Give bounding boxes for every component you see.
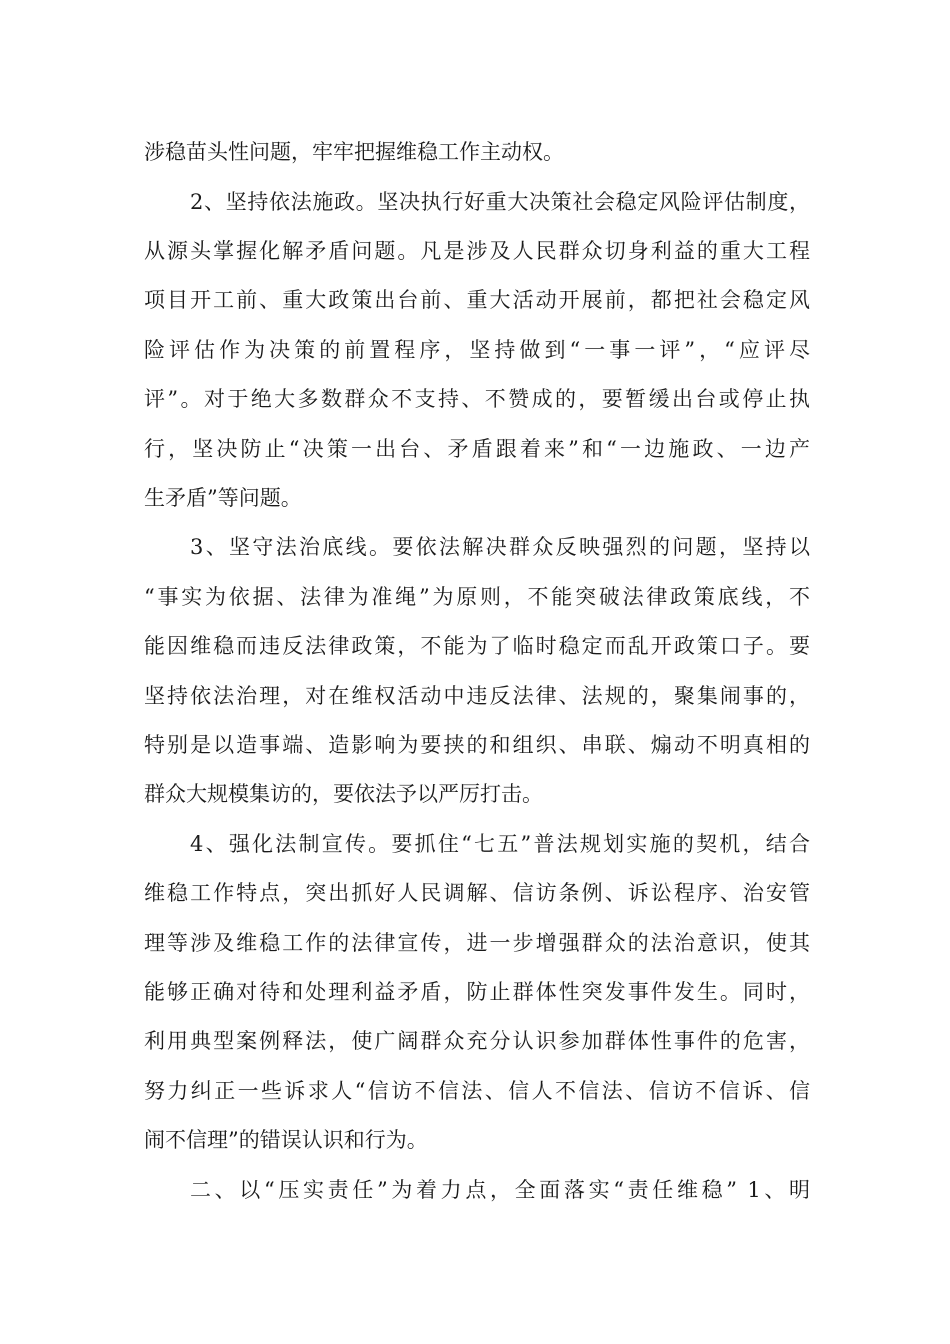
text-line: 从源头掌握化解矛盾问题。凡是涉及人民群众切身利益的重大工程 <box>144 239 810 263</box>
text-line: 群众大规模集访的，要依法予以严厉打击。 <box>144 782 543 806</box>
text-line: 3、坚守法治底线。要依法解决群众反映强烈的问题，坚持以 <box>190 535 810 559</box>
text-line: 评”。对于绝大多数群众不支持、不赞成的，要暂缓出台或停止执 <box>144 387 810 411</box>
text-line: 维稳工作特点，突出抓好人民调解、信访条例、诉讼程序、治安管 <box>144 881 810 905</box>
text-line: 险评估作为决策的前置程序，坚持做到“一事一评”，“应评尽 <box>144 338 810 362</box>
text-line: 项目开工前、重大政策出台前、重大活动开展前，都把社会稳定风 <box>144 288 810 312</box>
text-line: 闹不信理”的错误认识和行为。 <box>144 1128 428 1152</box>
text-line: 利用典型案例释法，使广阔群众充分认识参加群体性事件的危害， <box>144 1029 810 1053</box>
text-line: 涉稳苗头性问题，牢牢把握维稳工作主动权。 <box>144 140 564 164</box>
text-line: 二、以“压实责任”为着力点，全面落实“责任维稳” 1、明 <box>190 1178 810 1202</box>
text-line: “事实为依据、法律为准绳”为原则，不能突破法律政策底线，不 <box>144 585 810 609</box>
text-line: 生矛盾”等问题。 <box>144 486 302 510</box>
text-line: 能因维稳而违反法律政策，不能为了临时稳定而乱开政策口子。要 <box>144 634 810 658</box>
text-line: 坚持依法治理，对在维权活动中违反法律、法规的，聚集闹事的， <box>144 684 810 708</box>
text-line: 特别是以造事端、造影响为要挟的和组织、串联、煽动不明真相的 <box>144 733 810 757</box>
text-line: 行，坚决防止“决策一出台、矛盾跟着来”和“一边施政、一边产 <box>144 437 810 461</box>
text-line: 理等涉及维稳工作的法律宣传，进一步增强群众的法治意识，使其 <box>144 931 810 955</box>
text-line: 2、坚持依法施政。坚决执行好重大决策社会稳定风险评估制度， <box>190 190 810 214</box>
text-line: 4、强化法制宣传。要抓住“七五”普法规划实施的契机，结合 <box>190 832 810 856</box>
text-line: 努力纠正一些诉求人“信访不信法、信人不信法、信访不信诉、信 <box>144 1079 810 1103</box>
text-line: 能够正确对待和处理利益矛盾，防止群体性突发事件发生。同时， <box>144 980 810 1004</box>
